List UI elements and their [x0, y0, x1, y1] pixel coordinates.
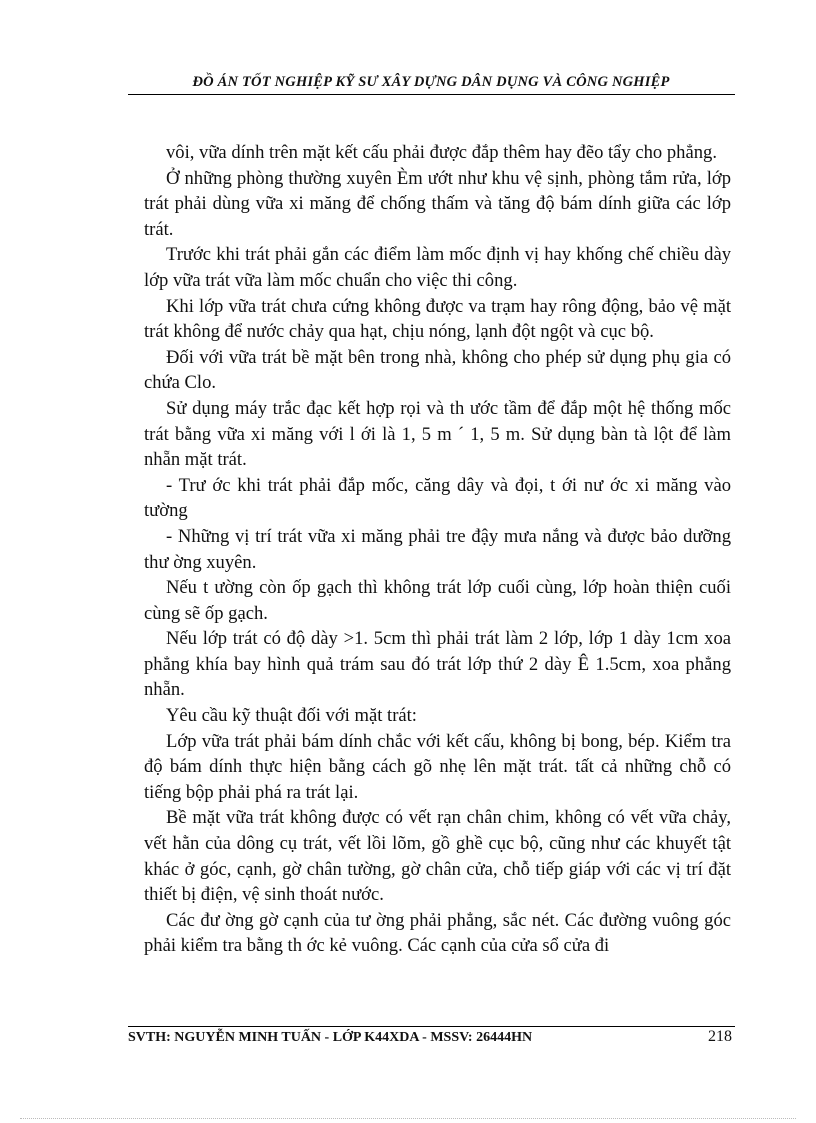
paragraph: Bề mặt vữa trát không được có vết rạn chân chim, không có vết vữa chảy, vết hằn của dông cụ trát, vết lồi lõm, gồ ghề cục bộ, cũng như các khuyết tật khác ở góc, cạnh, gờ chân tường, gờ chân cửa, chỗ tiếp giáp với các vị trí đặt thiết bị điện, vệ sinh thoát nước.: [144, 807, 731, 906]
paragraph: Nếu lớp trát có độ dày >1. 5cm thì phải trát làm 2 lớp, lớp 1 dày 1cm xoa phẳng khía bay hình quả trám sau đó trát lớp thứ 2 dày Ê 1.5cm, xoa phẳng nhẵn.: [144, 628, 731, 701]
paragraph: Khi lớp vữa trát chưa cứng không được va trạm hay rông động, bảo vệ mặt trát không để nước chảy qua hạt, chịu nóng, lạnh đột ngột và cục bộ.: [144, 295, 731, 343]
page-header-title: ĐỒ ÁN TỐT NGHIỆP KỸ SƯ XÂY DỰNG DÂN DỤNG VÀ CÔNG NGHIỆP: [192, 74, 670, 90]
paragraph: Sử dụng máy trắc đạc kết hợp rọi và th ước tầm để đắp một hệ thống mốc trát bằng vữa xi măng với l ới là 1, 5 m ´ 1, 5 m. Sử dụng bàn tà lột để làm nhẵn mặt trát.: [144, 397, 731, 471]
header-divider: [128, 94, 735, 95]
paragraph: Trước khi trát phải gắn các điểm làm mốc định vị hay khống chế chiều dày lớp vữa trát vữa làm mốc chuẩn cho việc thi công.: [144, 244, 731, 291]
paragraph: vôi, vữa dính trên mặt kết cấu phải được đắp thêm hay đẽo tẩy cho phẳng.: [166, 142, 717, 163]
paragraph: - Trư ớc khi trát phải đắp mốc, căng dây và đọi, t ới nư ớc xi măng vào tường: [144, 474, 731, 522]
paragraph: Đối với vữa trát bề mặt bên trong nhà, không cho phép sử dụng phụ gia có chứa Clo.: [144, 346, 731, 394]
page-footer: [128, 1030, 734, 1050]
footer-author: SVTH: NGUYỄN MINH TUẤN - LỚP K44XDA - MSSV: 26444HN: [128, 1030, 533, 1045]
footer-divider: [128, 1026, 735, 1027]
body-text: [144, 140, 731, 959]
paragraph: - Những vị trí trát vữa xi măng phải tre đậy mưa nắng và được bảo dưỡng thư ờng xuyên.: [144, 525, 731, 573]
bottom-dotted-line: [20, 1118, 796, 1119]
paragraph: Các đư ờng gờ cạnh của tư ờng phải phẳng, sắc nét. Các đường vuông góc phải kiểm tra bằng th ớc kẻ vuông. Các cạnh của cửa sổ cửa đi: [144, 909, 731, 957]
page-number: 218: [708, 1028, 732, 1045]
paragraph: Ở những phòng thường xuyên Èm ướt như khu vệ sịnh, phòng tắm rửa, lớp trát phải dùng vữa xi măng để chống thấm và tăng độ bám dính giữa các lớp trát.: [144, 167, 731, 240]
paragraph: Yêu cầu kỹ thuật đối với mặt trát:: [166, 705, 417, 727]
paragraph: Lớp vữa trát phải bám dính chắc với kết cấu, không bị bong, bép. Kiểm tra độ bám dính thực hiện bằng cách gõ nhẹ lên mặt trát. tất cả những chỗ có tiếng bộp phải phá ra trát lại.: [144, 730, 731, 803]
paragraph: Nếu t ường còn ốp gạch thì không trát lớp cuối cùng, lớp hoàn thiện cuối cùng sẽ ốp gạch.: [144, 577, 731, 624]
